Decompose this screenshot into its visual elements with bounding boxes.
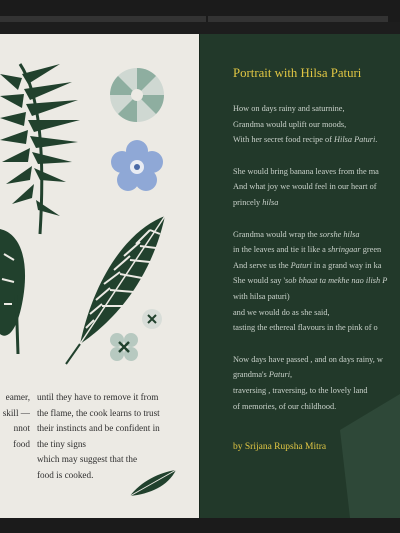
small-flower-icon [110,333,138,361]
text-line: the flame, the cook learns to trust [37,407,160,418]
text-line: food [13,438,30,449]
text-line: nnot [13,423,30,434]
left-column-fragment [0,390,30,452]
poem-stanza [233,101,387,148]
poem-line: How on days rainy and saturnine, [233,104,345,113]
poem-stanza [233,227,387,336]
poem-line: tasting the ethereal flavours in the pink of o [233,323,378,333]
window-edge-right [208,16,388,22]
top-bar [0,0,400,22]
blue-flower-icon [111,140,163,191]
poem-stanza [233,164,387,211]
text-line: food is cooked. [37,469,94,480]
left-page [0,34,200,518]
poem-line: With her secret food recipe of Hilsa Paturi. [233,135,378,145]
poem-title: Portrait with Hilsa Paturi [233,66,362,80]
poem-line: Grandma would uplift our moods, [233,119,347,129]
poem-line: Grandma would wrap the sorshe hilsa [233,229,360,239]
poem-body [233,101,387,430]
poem-line: She would bring banana leaves from the ma [233,166,379,176]
small-flower-icon [142,309,162,329]
poem-line: And serve us the Paturi in a grand way in ka [233,260,382,270]
text-line: which may suggest that the [37,454,138,465]
left-column-text [37,390,160,484]
pinwheel-flower-icon [110,68,164,122]
right-page [200,34,400,518]
poem-line: She would say 'sob bhaat ta mekhe nao ilish P [233,276,388,286]
poem-line: with hilsa paturi) [233,291,290,301]
poem-line: Now days have passed , and on days rainy, w [233,354,383,364]
poem-line: traversing , traversing, to the lovely land [233,385,368,395]
window-edge-left [0,16,206,22]
poem-line: in the leaves and tie it like a shringaar green [233,245,382,255]
poem-line: of memories, of our childhood. [233,401,337,411]
poem-line: princely hilsa [233,197,279,207]
text-line: eamer, [5,392,30,402]
text-line: the tiny signs [37,438,87,449]
text-line: their instincts and be confident in [37,423,160,434]
text-line: until they have to remove it from [37,392,159,402]
fern-leaf-icon [0,64,80,234]
poem-line: grandma's Paturi, [233,370,293,380]
poem-stanza [233,352,387,414]
text-line: skill — [2,407,30,418]
poem-line: And what joy we would feel in our heart of [233,182,377,192]
poem-line: and we would do as she said, [233,307,330,317]
poem-author: by Srijana Rupsha Mitra [233,442,327,452]
bottom-bar [0,518,400,533]
monstera-leaf-icon [0,229,25,354]
